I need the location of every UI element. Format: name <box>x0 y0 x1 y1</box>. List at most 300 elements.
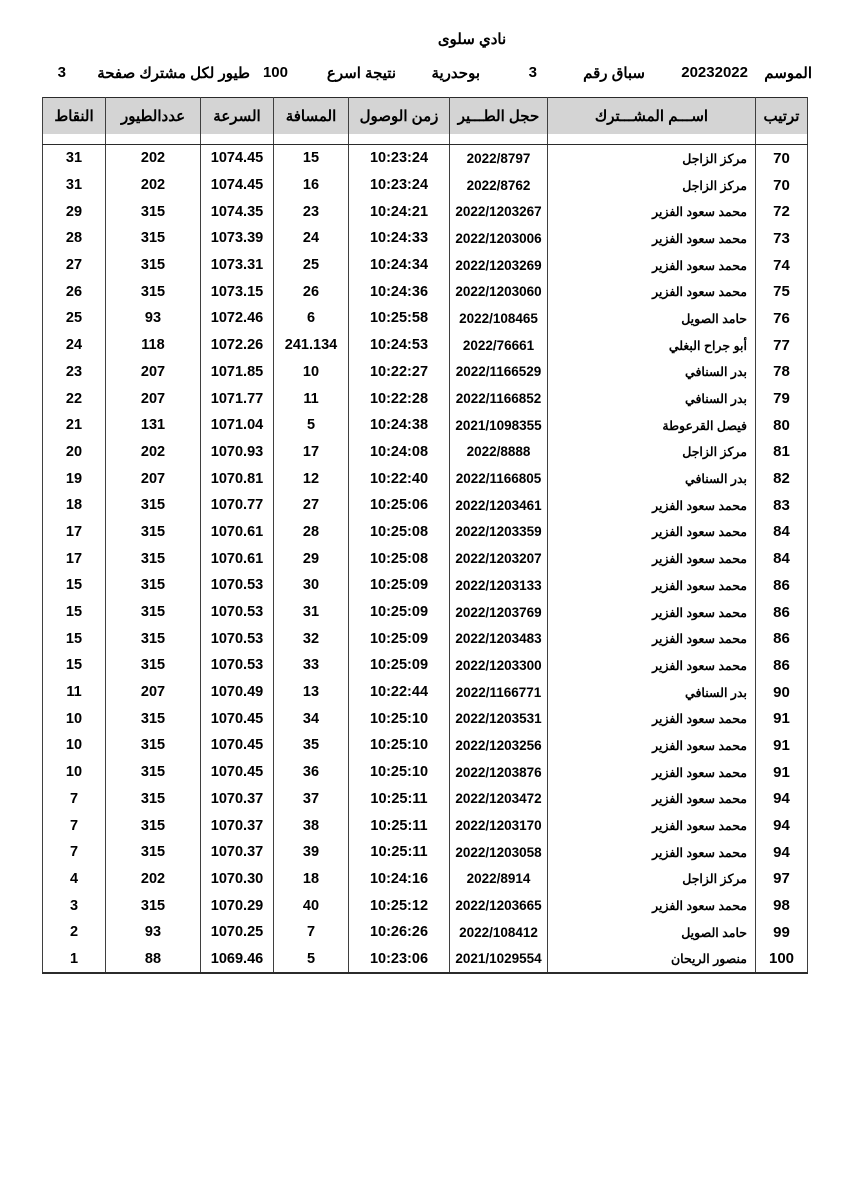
cell-rank: 99 <box>756 919 808 946</box>
cell-distance: 32 <box>274 625 349 652</box>
cell-ring: 2022/1203461 <box>450 492 548 519</box>
cell-points: 7 <box>43 839 106 866</box>
cell-name: بدر السنافي <box>548 465 756 492</box>
cell-rank: 73 <box>756 225 808 252</box>
cell-speed: 1074.45 <box>201 145 274 172</box>
club-title: نادي سلوى <box>437 31 507 48</box>
cell-distance: 10 <box>274 359 349 386</box>
cell-ring: 2022/1203472 <box>450 786 548 813</box>
cell-time: 10:25:09 <box>349 652 450 679</box>
cell-time: 10:24:53 <box>349 332 450 359</box>
cell-birds: 207 <box>106 385 201 412</box>
table-row <box>43 465 808 492</box>
cell-distance: 6 <box>274 305 349 332</box>
cell-speed: 1070.25 <box>201 919 274 946</box>
cell-time: 10:23:24 <box>349 172 450 199</box>
header-spacer-row <box>43 134 808 145</box>
table-row <box>43 759 808 786</box>
col-header-time: زمن الوصول <box>349 98 450 135</box>
cell-points: 17 <box>43 545 106 572</box>
cell-ring: 2022/1203256 <box>450 732 548 759</box>
cell-birds: 315 <box>106 759 201 786</box>
cell-name: محمد سعود الفزير <box>548 278 756 305</box>
table-row <box>43 919 808 946</box>
cell-distance: 35 <box>274 732 349 759</box>
cell-rank: 81 <box>756 439 808 466</box>
cell-name: محمد سعود الفزير <box>548 812 756 839</box>
cell-ring: 2022/76661 <box>450 332 548 359</box>
cell-birds: 315 <box>106 839 201 866</box>
table-row <box>43 732 808 759</box>
cell-time: 10:25:09 <box>349 599 450 626</box>
cell-points: 20 <box>43 439 106 466</box>
cell-distance: 18 <box>274 866 349 893</box>
cell-time: 10:25:12 <box>349 892 450 919</box>
cell-speed: 1070.37 <box>201 812 274 839</box>
cell-ring: 2022/1203876 <box>450 759 548 786</box>
cell-rank: 76 <box>756 305 808 332</box>
cell-time: 10:22:28 <box>349 385 450 412</box>
cell-rank: 82 <box>756 465 808 492</box>
cell-speed: 1073.15 <box>201 278 274 305</box>
table-row <box>43 786 808 813</box>
cell-rank: 80 <box>756 412 808 439</box>
cell-distance: 5 <box>274 946 349 974</box>
col-header-points: النقاط <box>43 98 106 135</box>
cell-ring: 2022/1203300 <box>450 652 548 679</box>
cell-distance: 16 <box>274 172 349 199</box>
col-header-speed: السرعة <box>201 98 274 135</box>
cell-rank: 74 <box>756 252 808 279</box>
cell-birds: 315 <box>106 225 201 252</box>
cell-rank: 100 <box>756 946 808 974</box>
cell-distance: 23 <box>274 198 349 225</box>
result-bird-count: 100 <box>262 64 288 81</box>
cell-name: محمد سعود الفزير <box>548 572 756 599</box>
result-type-label: نتيجة اسرع <box>326 65 396 82</box>
cell-birds: 315 <box>106 599 201 626</box>
cell-rank: 91 <box>756 759 808 786</box>
cell-birds: 315 <box>106 812 201 839</box>
col-header-distance: المسافة <box>274 98 349 135</box>
table-row <box>43 385 808 412</box>
cell-speed: 1070.45 <box>201 732 274 759</box>
cell-distance: 13 <box>274 679 349 706</box>
cell-points: 17 <box>43 519 106 546</box>
cell-distance: 26 <box>274 278 349 305</box>
cell-rank: 97 <box>756 866 808 893</box>
cell-speed: 1074.35 <box>201 198 274 225</box>
cell-ring: 2022/1203060 <box>450 278 548 305</box>
cell-birds: 315 <box>106 652 201 679</box>
race-number-value: 3 <box>528 64 537 81</box>
cell-distance: 28 <box>274 519 349 546</box>
cell-ring: 2022/1203359 <box>450 519 548 546</box>
table-row <box>43 572 808 599</box>
cell-birds: 93 <box>106 919 201 946</box>
cell-time: 10:25:10 <box>349 705 450 732</box>
cell-points: 19 <box>43 465 106 492</box>
cell-speed: 1070.29 <box>201 892 274 919</box>
cell-points: 4 <box>43 866 106 893</box>
cell-name: فيصل القرعوطة <box>548 412 756 439</box>
table-row <box>43 705 808 732</box>
cell-name: محمد سعود الفزير <box>548 839 756 866</box>
cell-time: 10:25:06 <box>349 492 450 519</box>
table-row <box>43 359 808 386</box>
cell-distance: 5 <box>274 412 349 439</box>
table-row <box>43 198 808 225</box>
cell-rank: 77 <box>756 332 808 359</box>
cell-points: 28 <box>43 225 106 252</box>
cell-rank: 86 <box>756 599 808 626</box>
table-row <box>43 332 808 359</box>
table-row <box>43 652 808 679</box>
cell-ring: 2022/1203133 <box>450 572 548 599</box>
cell-rank: 91 <box>756 705 808 732</box>
cell-name: محمد سعود الفزير <box>548 892 756 919</box>
cell-name: حامد الصويل <box>548 305 756 332</box>
cell-distance: 241.134 <box>274 332 349 359</box>
table-row <box>43 839 808 866</box>
cell-speed: 1070.81 <box>201 465 274 492</box>
cell-name: مركز الزاجل <box>548 866 756 893</box>
cell-points: 27 <box>43 252 106 279</box>
cell-time: 10:24:16 <box>349 866 450 893</box>
cell-points: 15 <box>43 652 106 679</box>
col-header-ring: حجل الطـــير <box>450 98 548 135</box>
cell-name: محمد سعود الفزير <box>548 732 756 759</box>
cell-speed: 1070.77 <box>201 492 274 519</box>
cell-speed: 1071.04 <box>201 412 274 439</box>
cell-name: حامد الصويل <box>548 919 756 946</box>
cell-distance: 37 <box>274 786 349 813</box>
cell-ring: 2022/1203269 <box>450 252 548 279</box>
cell-points: 22 <box>43 385 106 412</box>
cell-ring: 2022/1166771 <box>450 679 548 706</box>
results-table <box>42 97 808 974</box>
table-row <box>43 172 808 199</box>
cell-ring: 2022/8797 <box>450 145 548 172</box>
cell-ring: 2022/1203665 <box>450 892 548 919</box>
cell-ring: 2022/1203267 <box>450 198 548 225</box>
cell-points: 18 <box>43 492 106 519</box>
cell-points: 2 <box>43 919 106 946</box>
cell-time: 10:24:38 <box>349 412 450 439</box>
cell-name: محمد سعود الفزير <box>548 786 756 813</box>
cell-distance: 36 <box>274 759 349 786</box>
cell-points: 24 <box>43 332 106 359</box>
cell-name: محمد سعود الفزير <box>548 652 756 679</box>
cell-rank: 86 <box>756 625 808 652</box>
cell-name: محمد سعود الفزير <box>548 705 756 732</box>
cell-time: 10:24:33 <box>349 225 450 252</box>
cell-name: محمد سعود الفزير <box>548 759 756 786</box>
cell-name: بدر السنافي <box>548 679 756 706</box>
cell-birds: 315 <box>106 892 201 919</box>
cell-rank: 75 <box>756 278 808 305</box>
cell-time: 10:25:09 <box>349 572 450 599</box>
cell-birds: 315 <box>106 252 201 279</box>
cell-ring: 2022/1203483 <box>450 625 548 652</box>
table-row <box>43 305 808 332</box>
table-row <box>43 866 808 893</box>
cell-time: 10:25:08 <box>349 519 450 546</box>
table-row <box>43 946 808 974</box>
cell-birds: 315 <box>106 278 201 305</box>
cell-speed: 1070.37 <box>201 786 274 813</box>
cell-rank: 91 <box>756 732 808 759</box>
cell-speed: 1070.61 <box>201 519 274 546</box>
cell-ring: 2022/1166805 <box>450 465 548 492</box>
col-header-birds: عددالطيور <box>106 98 201 135</box>
cell-birds: 93 <box>106 305 201 332</box>
cell-ring: 2022/1203769 <box>450 599 548 626</box>
results-body <box>43 145 808 974</box>
cell-points: 7 <box>43 786 106 813</box>
cell-points: 1 <box>43 946 106 974</box>
cell-ring: 2022/1203170 <box>450 812 548 839</box>
cell-points: 10 <box>43 759 106 786</box>
cell-time: 10:24:21 <box>349 198 450 225</box>
cell-speed: 1072.26 <box>201 332 274 359</box>
cell-ring: 2022/1203006 <box>450 225 548 252</box>
table-row <box>43 225 808 252</box>
cell-points: 29 <box>43 198 106 225</box>
cell-birds: 315 <box>106 545 201 572</box>
table-row <box>43 252 808 279</box>
cell-distance: 29 <box>274 545 349 572</box>
cell-speed: 1070.37 <box>201 839 274 866</box>
cell-time: 10:22:27 <box>349 359 450 386</box>
cell-distance: 31 <box>274 599 349 626</box>
race-number-label: سباق رقم <box>583 65 645 82</box>
cell-points: 7 <box>43 812 106 839</box>
cell-birds: 315 <box>106 572 201 599</box>
cell-birds: 207 <box>106 359 201 386</box>
cell-ring: 2021/1029554 <box>450 946 548 974</box>
cell-distance: 34 <box>274 705 349 732</box>
cell-birds: 131 <box>106 412 201 439</box>
cell-speed: 1070.53 <box>201 652 274 679</box>
cell-birds: 315 <box>106 732 201 759</box>
cell-time: 10:22:40 <box>349 465 450 492</box>
table-row <box>43 145 808 172</box>
cell-points: 15 <box>43 625 106 652</box>
cell-ring: 2022/1166529 <box>450 359 548 386</box>
cell-rank: 72 <box>756 198 808 225</box>
cell-points: 21 <box>43 412 106 439</box>
table-row <box>43 519 808 546</box>
cell-distance: 12 <box>274 465 349 492</box>
race-location: بوحدرية <box>431 65 480 82</box>
cell-time: 10:25:11 <box>349 812 450 839</box>
cell-ring: 2022/108412 <box>450 919 548 946</box>
cell-name: بدر السنافي <box>548 385 756 412</box>
cell-speed: 1073.31 <box>201 252 274 279</box>
cell-speed: 1072.46 <box>201 305 274 332</box>
cell-speed: 1071.77 <box>201 385 274 412</box>
cell-time: 10:25:11 <box>349 786 450 813</box>
cell-rank: 79 <box>756 385 808 412</box>
cell-speed: 1070.53 <box>201 572 274 599</box>
page-number: 3 <box>57 64 66 81</box>
cell-rank: 84 <box>756 519 808 546</box>
cell-time: 10:23:06 <box>349 946 450 974</box>
table-row <box>43 599 808 626</box>
cell-name: بدر السنافي <box>548 359 756 386</box>
cell-birds: 207 <box>106 679 201 706</box>
cell-distance: 15 <box>274 145 349 172</box>
table-row <box>43 812 808 839</box>
cell-speed: 1070.53 <box>201 599 274 626</box>
cell-rank: 83 <box>756 492 808 519</box>
cell-distance: 40 <box>274 892 349 919</box>
col-header-rank: ترتيب <box>756 98 808 135</box>
cell-ring: 2021/1098355 <box>450 412 548 439</box>
cell-name: أبو جراح البغلي <box>548 332 756 359</box>
cell-distance: 33 <box>274 652 349 679</box>
season-value: 20232022 <box>681 64 748 81</box>
cell-speed: 1070.93 <box>201 439 274 466</box>
cell-birds: 315 <box>106 786 201 813</box>
cell-ring: 2022/1166852 <box>450 385 548 412</box>
cell-birds: 202 <box>106 172 201 199</box>
cell-speed: 1070.45 <box>201 759 274 786</box>
cell-distance: 38 <box>274 812 349 839</box>
cell-speed: 1073.39 <box>201 225 274 252</box>
cell-birds: 118 <box>106 332 201 359</box>
col-header-name: اســـم المشـــترك <box>548 98 756 135</box>
cell-distance: 17 <box>274 439 349 466</box>
cell-speed: 1071.85 <box>201 359 274 386</box>
cell-name: محمد سعود الفزير <box>548 599 756 626</box>
cell-birds: 202 <box>106 439 201 466</box>
cell-rank: 84 <box>756 545 808 572</box>
cell-name: محمد سعود الفزير <box>548 625 756 652</box>
cell-ring: 2022/8762 <box>450 172 548 199</box>
cell-speed: 1070.30 <box>201 866 274 893</box>
cell-ring: 2022/1203207 <box>450 545 548 572</box>
cell-ring: 2022/8888 <box>450 439 548 466</box>
cell-time: 10:25:11 <box>349 839 450 866</box>
report-info-line <box>0 64 848 90</box>
cell-name: مركز الزاجل <box>548 439 756 466</box>
cell-birds: 207 <box>106 465 201 492</box>
cell-time: 10:26:26 <box>349 919 450 946</box>
cell-time: 10:25:10 <box>349 759 450 786</box>
cell-time: 10:24:34 <box>349 252 450 279</box>
cell-time: 10:25:08 <box>349 545 450 572</box>
cell-points: 3 <box>43 892 106 919</box>
table-row <box>43 679 808 706</box>
cell-points: 26 <box>43 278 106 305</box>
season-label: الموسم <box>764 65 812 82</box>
cell-time: 10:22:44 <box>349 679 450 706</box>
cell-name: محمد سعود الفزير <box>548 519 756 546</box>
cell-birds: 315 <box>106 705 201 732</box>
cell-rank: 78 <box>756 359 808 386</box>
cell-rank: 90 <box>756 679 808 706</box>
table-row <box>43 439 808 466</box>
cell-time: 10:24:08 <box>349 439 450 466</box>
cell-distance: 30 <box>274 572 349 599</box>
cell-rank: 98 <box>756 892 808 919</box>
cell-points: 10 <box>43 732 106 759</box>
cell-rank: 70 <box>756 172 808 199</box>
cell-ring: 2022/8914 <box>450 866 548 893</box>
table-row <box>43 625 808 652</box>
table-row <box>43 278 808 305</box>
cell-distance: 25 <box>274 252 349 279</box>
cell-time: 10:23:24 <box>349 145 450 172</box>
cell-points: 23 <box>43 359 106 386</box>
cell-rank: 86 <box>756 572 808 599</box>
cell-distance: 27 <box>274 492 349 519</box>
cell-distance: 24 <box>274 225 349 252</box>
cell-name: محمد سعود الفزير <box>548 252 756 279</box>
table-row <box>43 892 808 919</box>
cell-rank: 70 <box>756 145 808 172</box>
cell-speed: 1074.45 <box>201 172 274 199</box>
cell-distance: 7 <box>274 919 349 946</box>
cell-speed: 1070.53 <box>201 625 274 652</box>
cell-speed: 1070.45 <box>201 705 274 732</box>
cell-speed: 1070.61 <box>201 545 274 572</box>
cell-birds: 315 <box>106 198 201 225</box>
cell-points: 25 <box>43 305 106 332</box>
cell-rank: 94 <box>756 786 808 813</box>
cell-ring: 2022/108465 <box>450 305 548 332</box>
cell-name: مركز الزاجل <box>548 172 756 199</box>
cell-name: محمد سعود الفزير <box>548 225 756 252</box>
cell-time: 10:25:10 <box>349 732 450 759</box>
cell-birds: 202 <box>106 866 201 893</box>
cell-rank: 94 <box>756 839 808 866</box>
cell-name: محمد سعود الفزير <box>548 492 756 519</box>
table-row <box>43 412 808 439</box>
table-header-row <box>43 98 808 135</box>
cell-birds: 315 <box>106 519 201 546</box>
cell-name: مركز الزاجل <box>548 145 756 172</box>
table-row <box>43 492 808 519</box>
cell-ring: 2022/1203531 <box>450 705 548 732</box>
table-row <box>43 545 808 572</box>
cell-points: 11 <box>43 679 106 706</box>
per-participant-page-label: طيور لكل مشترك صفحة <box>97 65 250 82</box>
cell-rank: 86 <box>756 652 808 679</box>
cell-birds: 88 <box>106 946 201 974</box>
cell-points: 10 <box>43 705 106 732</box>
cell-speed: 1069.46 <box>201 946 274 974</box>
cell-points: 31 <box>43 172 106 199</box>
cell-birds: 315 <box>106 625 201 652</box>
cell-name: محمد سعود الفزير <box>548 545 756 572</box>
cell-speed: 1070.49 <box>201 679 274 706</box>
cell-distance: 11 <box>274 385 349 412</box>
cell-name: محمد سعود الفزير <box>548 198 756 225</box>
cell-points: 15 <box>43 572 106 599</box>
cell-points: 15 <box>43 599 106 626</box>
cell-time: 10:24:36 <box>349 278 450 305</box>
cell-ring: 2022/1203058 <box>450 839 548 866</box>
cell-time: 10:25:58 <box>349 305 450 332</box>
cell-points: 31 <box>43 145 106 172</box>
cell-name: منصور الريحان <box>548 946 756 974</box>
cell-distance: 39 <box>274 839 349 866</box>
cell-birds: 202 <box>106 145 201 172</box>
cell-time: 10:25:09 <box>349 625 450 652</box>
